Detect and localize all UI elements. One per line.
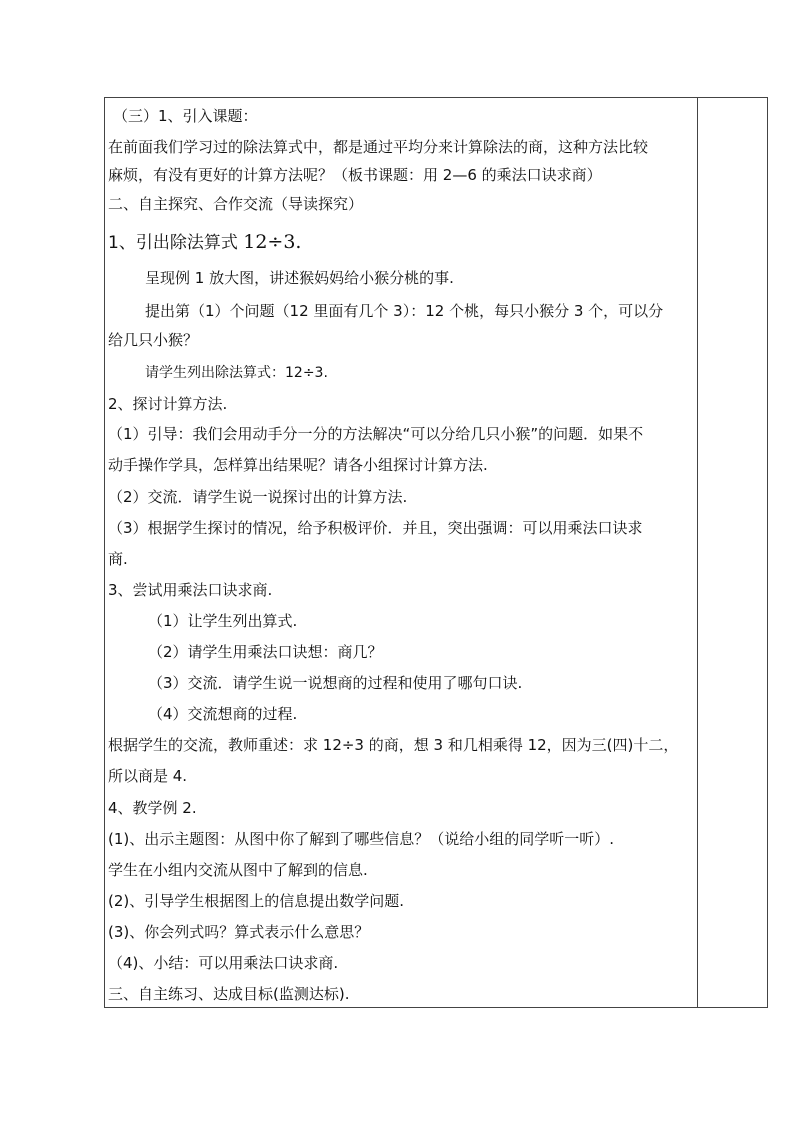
text-line: 2、探讨计算方法. <box>108 395 228 413</box>
text-line: 提出第（1）个问题（12 里面有几个 3）：12 个桃，每只小猴分 3 个，可以分 <box>145 302 664 320</box>
lesson-table <box>104 97 768 1008</box>
text-line: 呈现例 1 放大图，讲述猴妈妈给小猴分桃的事. <box>145 269 454 287</box>
text-line: 所以商是 4. <box>108 767 188 785</box>
text-line: 在前面我们学习过的除法算式中，都是通过平均分来计算除法的商，这种方法比较 <box>108 138 649 156</box>
text-line: （3）根据学生探讨的情况，给予积极评价．并且，突出强调：可以用乘法口诀求 <box>108 519 643 537</box>
text-line: 4、教学例 2. <box>108 799 197 817</box>
text-line: 麻烦，有没有更好的计算方法呢？（板书课题：用 2—6 的乘法口诀求商） <box>108 166 602 184</box>
text-line: （3）交流．请学生说一说想商的过程和使用了哪句口诀. <box>148 674 523 692</box>
text-line: （4)、小结：可以用乘法口诀求商. <box>108 954 339 972</box>
text-line <box>108 232 301 253</box>
text-line: 3、尝试用乘法口诀求商. <box>108 581 273 599</box>
text-line: （三）1、引入课题： <box>113 107 258 125</box>
text-line: 给几只小猴？ <box>108 331 199 349</box>
text-line: (2)、引导学生根据图上的信息提出数学问题. <box>108 892 405 910</box>
text-line: 三、自主练习、达成目标(监测达标). <box>108 985 350 1003</box>
text-segment: 1、引出除法算式 <box>108 233 238 253</box>
formula: 12÷3. <box>243 231 302 253</box>
text-line: （4）交流想商的过程. <box>148 705 298 723</box>
text-line: (1)、出示主题图：从图中你了解到了哪些信息？（说给小组的同学听一听）. <box>108 830 615 848</box>
text-line: 根据学生的交流，教师重述：求 12÷3 的商，想 3 和几相乘得 12，因为三(四)十二， <box>108 736 679 754</box>
text-line: 动手操作学具，怎样算出结果呢？请各小组探讨计算方法. <box>108 456 488 474</box>
text-line: （2）交流．请学生说一说探讨出的计算方法. <box>108 488 408 506</box>
column-divider <box>697 98 698 1007</box>
text-line: （1）让学生列出算式. <box>148 612 298 630</box>
text-line: （2）请学生用乘法口诀想：商几？ <box>148 643 383 661</box>
text-line: 商. <box>108 550 128 568</box>
text-line: (3)、你会列式吗？算式表示什么意思？ <box>108 923 370 941</box>
text-line: 学生在小组内交流从图中了解到的信息. <box>108 861 368 879</box>
text-line: 二、自主探究、合作交流（导读探究） <box>108 195 364 213</box>
text-line: 请学生列出除法算式：12÷3. <box>145 365 328 381</box>
text-line: （1）引导：我们会用动手分一分的方法解决“可以分给几只小猴”的问题．如果不 <box>108 425 644 443</box>
